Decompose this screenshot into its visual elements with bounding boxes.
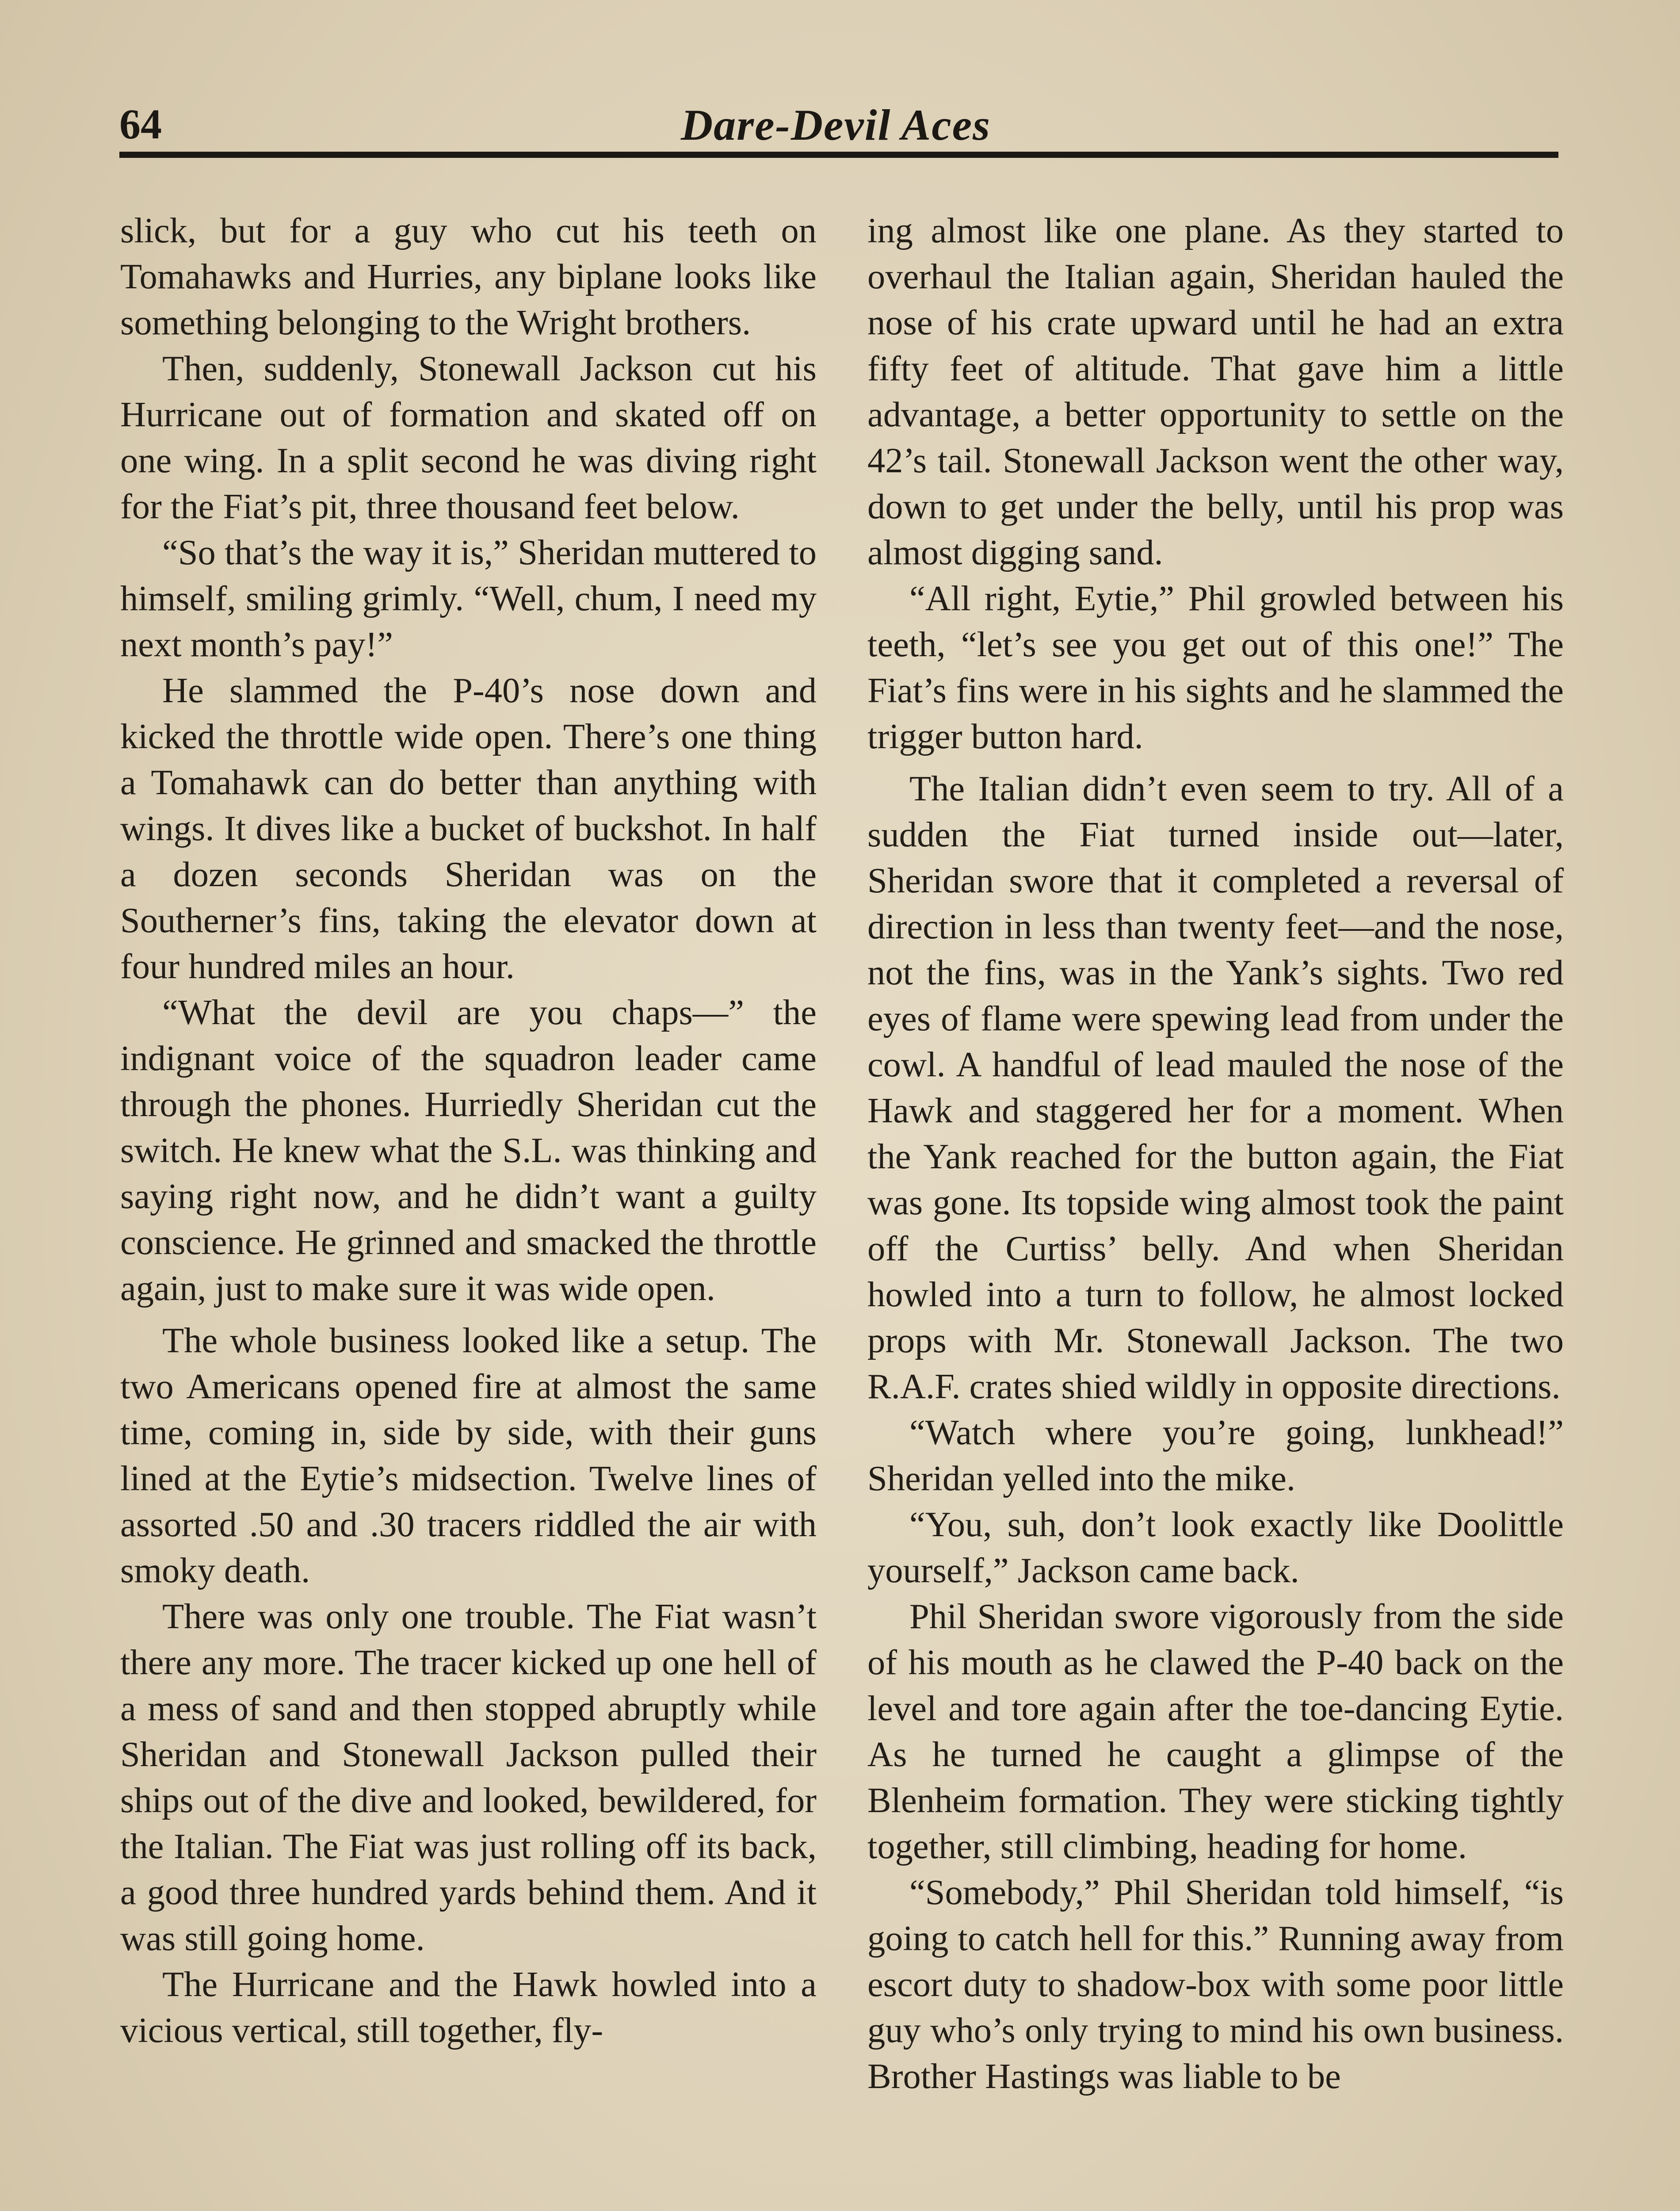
- header-rule: [119, 152, 1558, 158]
- paragraph: Phil Sheridan swore vigorously from the side of his mouth as he clawed the P-40 back on the level and tore again after the toe-dancing Eytie. As he turned he caught a glimpse of the Blenheim formation. They were sticking tightly together, still climbing, heading for home.: [867, 1597, 1564, 1866]
- paragraph: He slammed the P-40’s nose down and kicked the throttle wide open. There’s one thing a Tomahawk can do better than anything with wings. It dives like a bucket of buckshot. In half a dozen seconds Sheridan was on the Southerner’s fins, taking the elevator down at four hundred miles an hour.: [120, 671, 817, 986]
- paragraph: slick, but for a guy who cut his teeth on Tomahawks and Hurries, any biplane looks like something belonging to the Wright brothers.: [120, 211, 817, 342]
- paragraph: “Somebody,” Phil Sheridan told himself, “is going to catch hell for this.” Running away from escort duty to shadow-box with some poor little guy who’s only trying to mind his own business. Brother Hastings was liable to be: [867, 1873, 1564, 2096]
- paragraph: “All right, Eytie,” Phil growled between his teeth, “let’s see you get out of this one!” The Fiat’s fins were in his sights and he slammed the trigger button hard.: [867, 579, 1564, 756]
- paragraph: “You, suh, don’t look exactly like Doolittle yourself,” Jackson came back.: [867, 1505, 1564, 1590]
- page-number: 64: [119, 100, 162, 148]
- paragraph: There was only one trouble. The Fiat wasn’t there any more. The tracer kicked up one hell of a mess of sand and then stopped abruptly while Sheridan and Stonewall Jackson pulled their ships out of the dive and looked, bewildered, for the Italian. The Fiat was just rolling off its back, a good three hundred yards behind them. And it was still going home.: [120, 1597, 817, 1958]
- paragraph: The Hurricane and the Hawk howled into a vicious vertical, still together, fly-: [120, 1965, 817, 2050]
- paragraph: “What the devil are you chaps—” the indignant voice of the squadron leader came through the phones. Hurriedly Sheridan cut the switch. He knew what the S.L. was thinking and saying right now, and he didn’t want a guilty conscience. He grinned and smacked the throttle again, just to make sure it was wide open.: [120, 993, 817, 1308]
- page-header: [119, 99, 1558, 157]
- paragraph: “So that’s the way it is,” Sheridan muttered to himself, smiling grimly. “Well, chum, I need my next month’s pay!”: [120, 533, 817, 664]
- right-text-column: [867, 208, 1564, 2100]
- paragraph: The Italian didn’t even seem to try. All of a sudden the Fiat turned inside out—later, Sheridan swore that it completed a reversal of direction in less than twenty feet—and the nose, not the fins, was in the Yank’s sights. Two red eyes of flame were spewing lead from under the cowl. A handful of lead mauled the nose of the Hawk and staggered her for a moment. When the Yank reached for the button again, the Fiat was gone. Its topside wing almost took the paint off the Curtiss’ belly. And when Sheridan howled into a turn to follow, he almost locked props with Mr. Stonewall Jackson. The two R.A.F. crates shied wildly in opposite directions.: [867, 769, 1564, 1406]
- paragraph: “Watch where you’re going, lunkhead!” Sheridan yelled into the mike.: [867, 1413, 1564, 1498]
- paragraph: Then, suddenly, Stonewall Jackson cut his Hurricane out of formation and skated off on one wing. In a split second he was diving right for the Fiat’s pit, three thousand feet below.: [120, 349, 817, 526]
- left-text-column: [120, 208, 817, 2054]
- paragraph: ing almost like one plane. As they started to overhaul the Italian again, Sheridan hauled the nose of his crate upward until he had an extra fifty feet of altitude. That gave him a little advantage, a better opportunity to settle on the 42’s tail. Stonewall Jackson went the other way, down to get under the belly, until his prop was almost digging sand.: [867, 211, 1564, 572]
- magazine-title: Dare-Devil Aces: [681, 100, 991, 149]
- paragraph: The whole business looked like a setup. The two Americans opened fire at almost the same time, coming in, side by side, with their guns lined at the Eytie’s midsection. Twelve lines of assorted .50 and .30 tracers riddled the air with smoky death.: [120, 1321, 817, 1590]
